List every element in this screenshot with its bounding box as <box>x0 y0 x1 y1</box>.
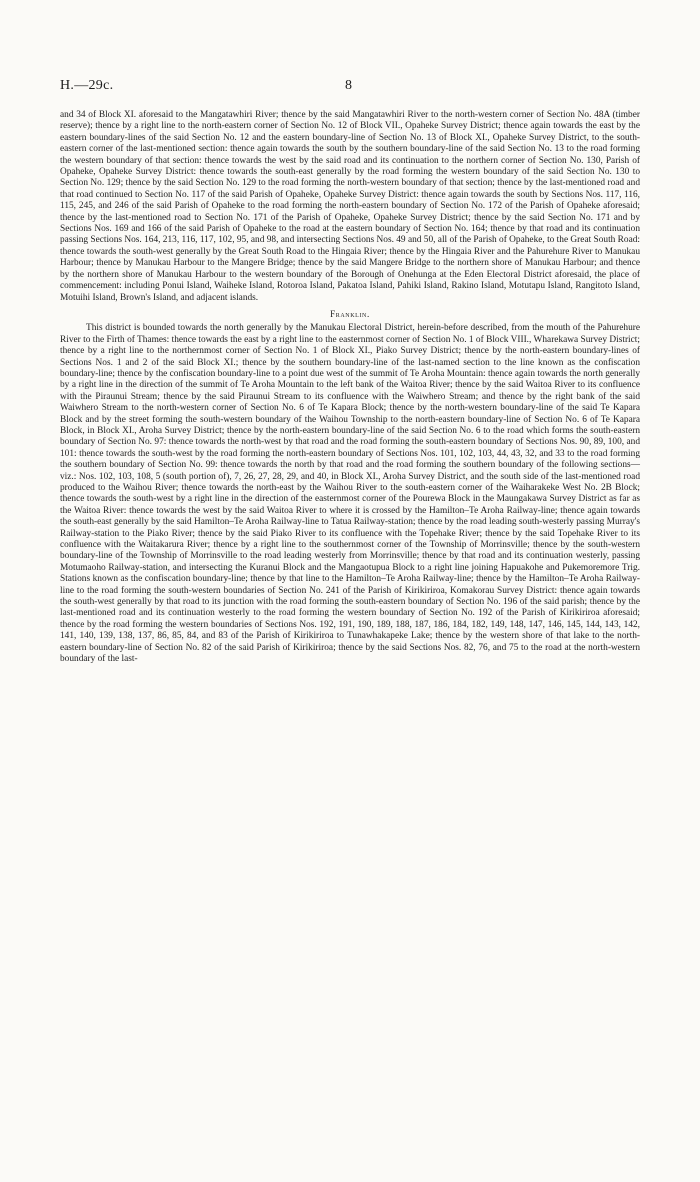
document-reference: H.—29c. <box>60 78 114 93</box>
page-number: 8 <box>345 78 352 93</box>
paragraph-continuation: and 34 of Block XI. aforesaid to the Mangatawhiri River; thence by the said Mangatawhiri River to the north-western corner of Section No. 48A (timber reserve); thence by a right line to the north-eastern corner of Section No. 12 of Block VII., Opaheke Survey District; thence again towards the east by the eastern boundary-lines of the said Section No. 12 and the eastern boundary-line of Section No. 13 of Block XI., Opaheke Survey District, to the south-eastern corner of the last-mentioned section: thence again towards the south by the southern boundary-line of the said Section No. 13 to the road forming the western boundary of that section: thence towards the west by the said road and its continuation to the northern corner of Section No. 130, Parish of Opaheke, Opaheke Survey District: thence towards the south-east generally by the road forming the western boundary of the said Section No. 130 to Section No. 129; thence by the said Section No. 129 to the road forming the north-western boundary of that section; thence by the last-mentioned road and that road continued to Section No. 117 of the said Parish of Opaheke, Opaheke Survey District: thence again towards the south by Sections Nos. 117, 116, 115, 245, and 246 of the said Parish of Opaheke to the road forming the north-eastern boundary of Section No. 172 of the Parish of Opaheke aforesaid; thence by the last-mentioned road to Section No. 171 of the Parish of Opaheke, Opaheke Survey District; thence by the said Section No. 171 and by Sections Nos. 169 and 166 of the said Parish of Opaheke to the road at the eastern boundary of Section No. 164; thence by that road and its continuation passing Sections Nos. 164, 213, 116, 117, 102, 95, and 98, and intersecting Sections Nos. 49 and 50, all of the Parish of Opaheke, to the Great South Road: thence towards the south-west generally by the Great South Road to the Hingaia River; thence by the Hingaia River and the Pahurehure River to Manukau Harbour; thence by Manukau Harbour to the Mangere Bridge; thence by the said Mangere Bridge to the northern shore of Manukau Harbour; and thence by the northern shore of Manukau Harbour to the western boundary of the Borough of Onehunga at the Eden Electoral District aforesaid, the place of commencement: including Ponui Island, Waiheke Island, Rotoroa Island, Pakatoa Island, Pahiki Island, Rakino Island, Motutapu Island, Rangitoto Island, Motuihi Island, Brown's Island, and adjacent islands. <box>60 110 640 303</box>
page-header <box>60 78 640 96</box>
section-heading-franklin: Franklin. <box>330 308 370 319</box>
paragraph-franklin: This district is bounded towards the north generally by the Manukau Electoral District, herein-before described, from the mouth of the Pahurehure River to the Firth of Thames: thence towards the east by a right line to the easternmost corner of Section No. 1 of Block VIII., Wharekawa Survey District; thence by a right line to the northernmost corner of Section No. 1 of Block XI., Piako Survey District; thence by the north-eastern boundary-lines of Sections Nos. 1 and 2 of the said Block XI.; thence by the southern boundary-line of the last-named section to the line known as the confiscation boundary-line; thence by the confiscation boundary-line to a point due west of the summit of Te Aroha Mountain: thence again towards the north generally by a right line in the direction of the summit of Te Aroha Mountain to the left bank of the Waitoa River; thence by the said Waitoa River to its confluence with the Piraunui Stream; thence by the said Piraunui Stream to its confluence with the Waiwhero Stream; and thence by the right bank of the said Waiwhero Stream to the north-western corner of Section No. 6 of Te Kapara Block; thence by the north-western boundary-line of the said Te Kapara Block and by the street forming the south-western boundary of the Waihou Township to the north-eastern boundary-line of Section No. 6 of Te Kapara Block, in Block XI., Aroha Survey District; thence by the north-eastern boundary-line of the said Section No. 6 to the road which forms the south-eastern boundary of Section No. 97: thence towards the north-west by that road and the road forming the south-eastern boundary of Sections Nos. 90, 89, 100, and 101: thence towards the south-west by the road forming the north-eastern boundary of Sections Nos. 101, 102, 103, 44, 43, 32, and 33 to the road forming the southern boundary of Section No. 99: thence towards the north by that road and the road forming the southern boundary of the following sections—viz.: Nos. 102, 103, 108, 5 (south portion of), 7, 26, 27, 28, 29, and 40, in Block XI., Aroha Survey District, and the south side of the last-mentioned road produced to the Waihou River; thence towards the north-east by the Waihou River to the south-eastern corner of the Waiharakeke West No. 2B Block; thence towards the south-west by a right line in the direction of the easternmost corner of the Pourewa Block in the Maungakawa Survey District as far as the Waitoa River: thence towards the west by the said Waitoa River to where it is crossed by the Hamilton–Te Aroha Railway-line; thence again towards the south-east generally by the said Hamilton–Te Aroha Railway-line to Tatua Railway-station; thence by the road leading south-westerly passing Murray's Railway-station to the Piako River; thence by the said Piako River to its confluence with the Topehake River; thence by the said Topehake River to its confluence with the Waitakarura River; thence by a right line to the southernmost corner of the Township of Morrinsville; thence by the south-western boundary-line of the Township of Morrinsville to the road leading westerly from Morrinsville; thence by that road and its continuation westerly, passing Motumaoho Railway-station, and intersecting the Kuranui Block and the Mangaotupua Block to a right line joining Hapuakohe and Pukemoremore Trig. Stations known as the confiscation boundary-line; thence by that line to the Hamilton–Te Aroha Railway-line; thence by the Hamilton–Te Aroha Railway-line to the road forming the south-western boundaries of Section No. 241 of the Parish of Kirikiriroa, Komakorau Survey District: thence again towards the south-west generally by that road to its junction with the road forming the south-eastern boundary of Section No. 196 of the said parish; thence by the last-mentioned road and its continuation westerly to the road forming the western boundary of Section No. 192 of the Parish of Kirikiriroa aforesaid; thence by the road forming the western boundaries of Sections Nos. 192, 191, 190, 189, 188, 187, 186, 184, 182, 149, 148, 147, 146, 145, 144, 143, 142, 141, 140, 139, 138, 137, 86, 85, 84, and 83 of the Parish of Kirikiriroa to Tunawhakapeke Lake; thence by the western shore of that lake to the north-eastern boundary-line of Section No. 82 of the said Parish of Kirikiriroa; thence by the said Sections Nos. 82, 76, and 75 to the road at the north-western boundary of the last- <box>60 323 640 665</box>
document-body <box>60 110 640 666</box>
